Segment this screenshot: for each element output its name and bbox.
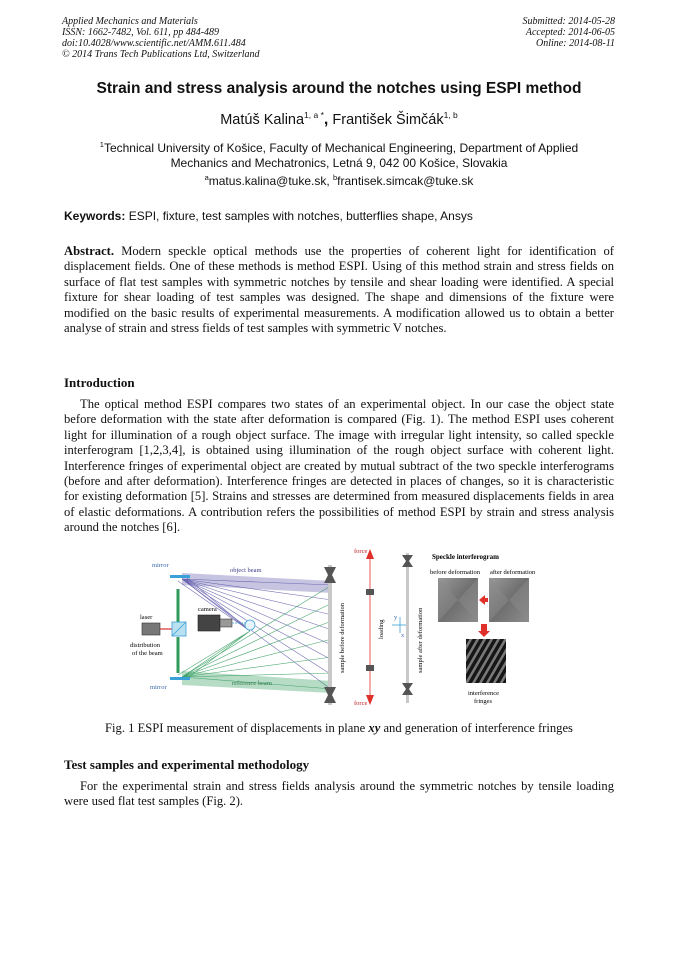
affiliation-sup: 1	[99, 140, 104, 149]
lens-shape	[245, 620, 255, 630]
abstract-label: Abstract.	[64, 244, 115, 258]
compare-arrow	[479, 595, 488, 605]
caption-suffix: and generation of interference fringes	[380, 721, 573, 735]
reference-beam-label: reference beam	[232, 680, 272, 687]
email-a-sup: a	[204, 173, 209, 182]
mirror-top-shape	[170, 575, 190, 578]
affiliation-line-1: Technical University of Košice, Faculty of Mechanical Engineering, Department of Applied	[103, 141, 579, 155]
online-date: Online: 2014-08-11	[536, 38, 615, 49]
email-b[interactable]: frantisek.simcak@tuke.sk	[337, 174, 474, 188]
loading-label: loading	[378, 619, 385, 639]
author-separator: ,	[323, 111, 329, 128]
mirror-top-label: mirror	[152, 562, 169, 569]
sample-before-grip-bottom	[324, 687, 336, 703]
submission-dates	[523, 16, 616, 49]
accepted-date: Accepted: 2014-06-05	[525, 27, 615, 38]
paper-title: Strain and stress analysis around the notches using ESPI method	[96, 80, 582, 97]
abstract	[64, 244, 614, 336]
email-b-sup: b	[333, 173, 338, 182]
interference-label: interference	[468, 690, 500, 697]
axis-y-label: y	[394, 614, 398, 621]
laser-label: laser	[140, 614, 153, 621]
speckle-title: Speckle interferogram	[432, 553, 499, 561]
email-a[interactable]: matus.kalina@tuke.sk,	[208, 174, 333, 188]
caption-symbol: xy	[368, 721, 381, 735]
affiliation	[0, 137, 678, 171]
author-1-sup: 1, a *	[304, 110, 324, 120]
force-top-label: force	[354, 548, 368, 555]
subtract-arrow	[478, 624, 490, 637]
journal-doi: doi:10.4028/www.scientific.net/AMM.611.484	[62, 38, 246, 49]
submitted-date: Submitted: 2014-05-28	[522, 16, 615, 27]
journal-copyright: © 2014 Trans Tech Publications Ltd, Switzerland	[62, 49, 260, 60]
sample-before-shape	[328, 565, 332, 705]
sample-before-label: sample before deformation	[339, 602, 346, 673]
author-emails	[0, 173, 678, 188]
of-the-beam-label: of the beam	[132, 650, 163, 657]
journal-issn: ISSN: 1662-7482, Vol. 611, pp 484-489	[62, 27, 220, 38]
keywords	[64, 209, 616, 223]
abstract-text: Modern speckle optical methods use the properties of coherent light for identification of displacement fields. One of these methods is method ESPI. Using of this method strain and stress fields on surface of flat test samples with symmetric notches by tensile and shear loading were identified. A special fixture for shear loading of test samples was designed. The shape and dimensions of the fixture were modified on the basic results of experimental measurements. A modification allowed us to obtain a better analyse of strain and stress fields of test samples with symmetric V notches.	[64, 244, 614, 336]
keywords-label: Keywords:	[64, 209, 126, 223]
distribution-label: distribution	[130, 642, 160, 649]
author-2-sup: 1, b	[443, 110, 458, 120]
journal-name: Applied Mechanics and Materials	[62, 16, 198, 27]
keywords-text: ESPI, fixture, test samples with notches, butterflies shape, Ansys	[125, 209, 473, 223]
camera-shape	[198, 615, 220, 631]
sample-before-grip-top	[324, 567, 336, 583]
caption-prefix: Fig. 1 ESPI measurement of displacements in plane	[105, 721, 369, 735]
journal-header	[62, 16, 260, 60]
author-2-name: František Šimčák	[332, 112, 444, 128]
mirror-bottom-label: mirror	[150, 684, 167, 691]
fringes-label: fringes	[474, 698, 493, 705]
section-2-heading: Test samples and experimental methodology	[64, 757, 310, 772]
sample-after-grip-bottom	[402, 683, 413, 695]
axis-x-label: x	[401, 632, 405, 639]
interference-fringes-image	[466, 639, 506, 683]
object-beam-band	[182, 573, 332, 593]
sample-after-grip-top	[402, 555, 413, 567]
introduction-text: The optical method ESPI compares two states of an experimental object. In our case the object state before deformation with the state after deformation is compared (Fig. 1). The method ESPI uses coherent light for illumination of a rough object surface. The image with irregular light intensity, so called speckle interferogram [1,2,3,4], is obtained using illumination of the rough object surface with coherent light. Interference fringes of experimental object are created by mutual subtract of the two speckle interferograms (before and after deformation). Interference fringes are detected in places of changes, so it is characteristic for existing deformation [5]. Strains and stresses are determined from measured displacements fields in area of elastic deformations. A contribution refers the possibilities of method ESPI by strain and stress analysis around the notches [6].	[64, 397, 614, 535]
camera-label: camera	[198, 606, 217, 613]
sample-after-label: sample after deformation	[417, 607, 424, 673]
object-beam-label: object beam	[230, 567, 262, 574]
author-1-name: Matúš Kalina	[220, 112, 305, 128]
introduction-heading: Introduction	[64, 375, 135, 390]
paper-authors	[0, 110, 678, 129]
after-deformation-label: after deformation	[490, 569, 536, 576]
sample-after-shape	[406, 553, 409, 703]
mirror-bottom-shape	[170, 677, 190, 680]
section-2-text: For the experimental strain and stress fields analysis around the symmetric notches by tensile loading were used flat test samples (Fig. 2).	[64, 779, 614, 809]
laser-shape	[142, 623, 160, 635]
affiliation-line-2: Mechanics and Mechatronics, Letná 9, 042 00 Košice, Slovakia	[170, 156, 508, 170]
before-deformation-label: before deformation	[430, 569, 480, 576]
espi-figure	[122, 545, 536, 710]
force-bottom-label: force	[354, 700, 368, 707]
figure-caption	[0, 721, 678, 736]
